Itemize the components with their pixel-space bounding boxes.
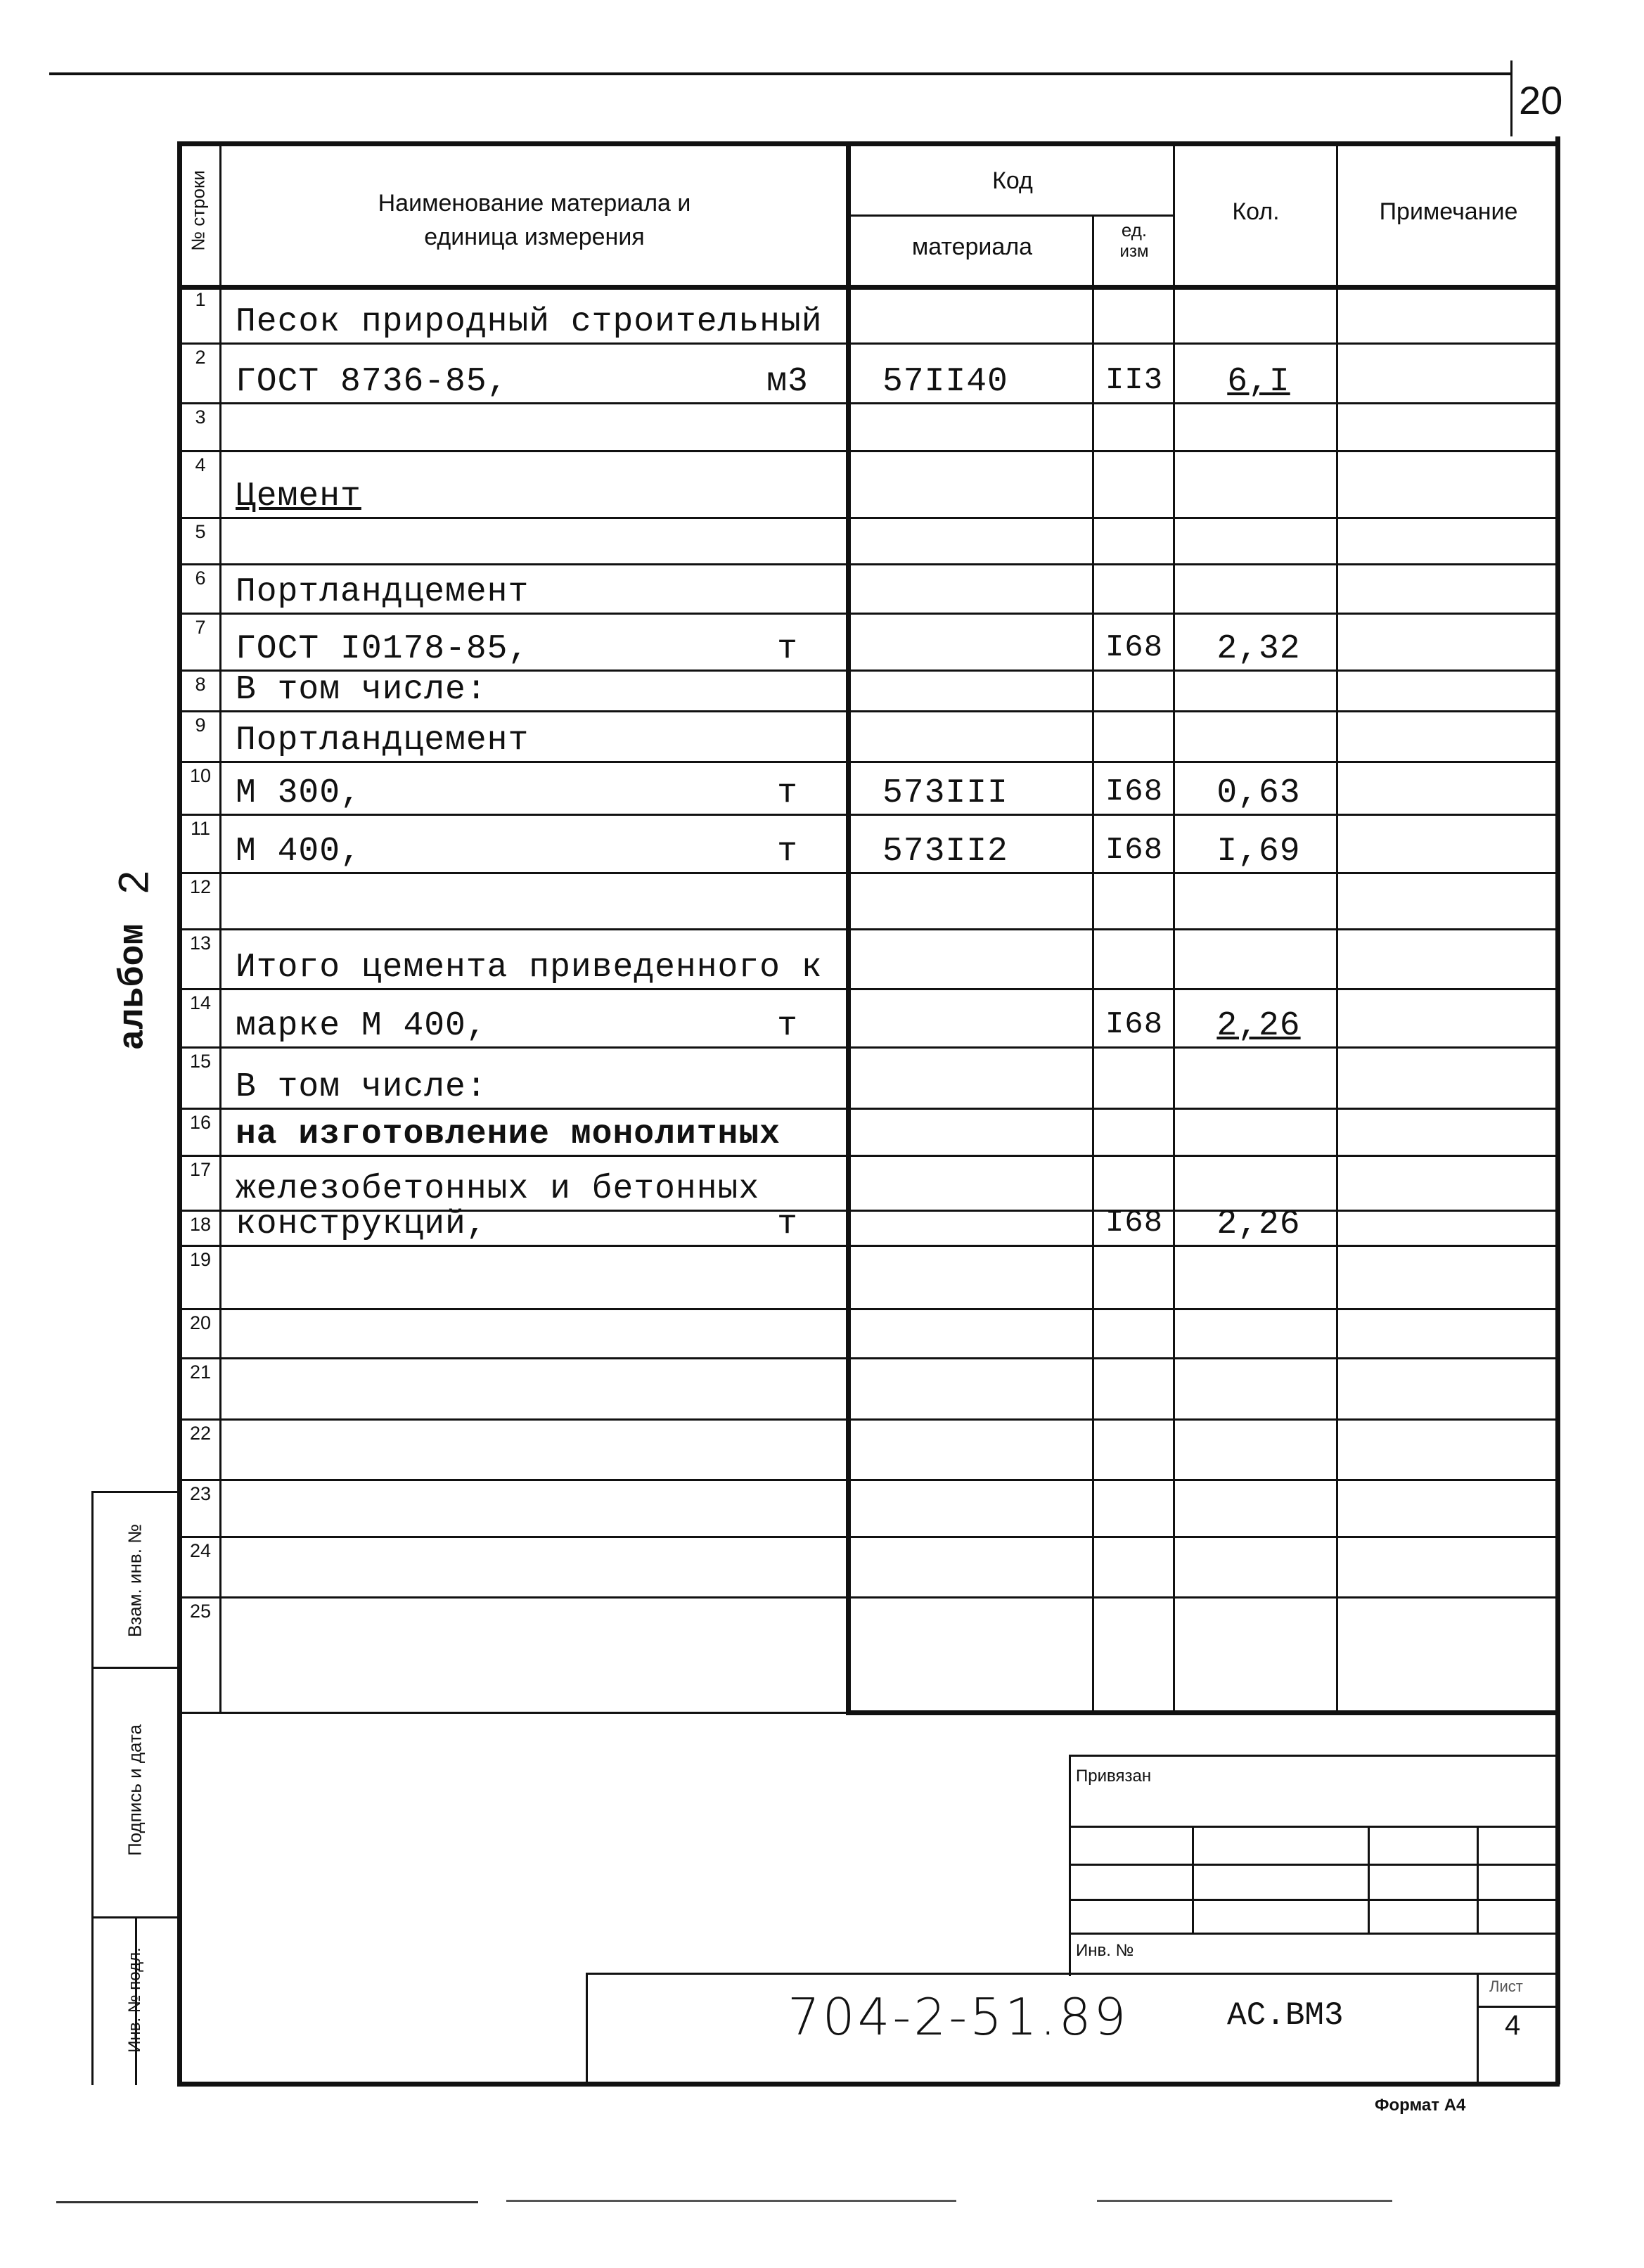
row-number: 11: [190, 818, 211, 839]
quantity: 2,32: [1216, 630, 1301, 668]
material-name: М 400,: [236, 833, 361, 871]
row-divider: [177, 563, 1555, 565]
bound-grid-4: [1069, 1933, 1558, 1935]
material-name: железобетонных и бетонных: [236, 1170, 760, 1208]
row-divider: [177, 814, 1555, 816]
row-divider: [177, 1046, 1555, 1049]
unit-code: I68: [1105, 1205, 1164, 1241]
row-number: 21: [189, 1362, 212, 1383]
row-number: 25: [189, 1601, 212, 1622]
album-label: альбом: [113, 923, 154, 1051]
row-divider: [177, 450, 1555, 452]
header-name-line1: Наименование материала и: [378, 190, 691, 217]
row-divider: [177, 1596, 1555, 1599]
row-divider: [177, 1155, 1555, 1157]
row-number: 1: [195, 289, 206, 310]
row-number: 2: [195, 347, 206, 368]
material-name: ГОСТ I0178-85,: [236, 630, 529, 668]
unit-code: II3: [1105, 363, 1164, 398]
bound-grid-3: [1069, 1899, 1558, 1901]
material-name: М 300,: [236, 774, 361, 812]
material-name: ГОСТ 8736-85,: [236, 363, 508, 401]
page-number: 20: [1519, 78, 1563, 122]
frame-top: [177, 141, 1560, 146]
row-number: 23: [189, 1483, 212, 1504]
row-number: 12: [189, 876, 212, 897]
quantity: 6,I: [1227, 363, 1290, 401]
code-subheader-rule: [851, 214, 1174, 217]
main-title-top: [586, 1973, 1558, 1975]
sheet-number: 4: [1505, 2010, 1521, 2041]
bound-grid-1: [1069, 1826, 1558, 1828]
main-title-left: [586, 1973, 588, 2085]
bound-label: Привязан: [1076, 1767, 1152, 1786]
quantity: 2,26: [1216, 1205, 1301, 1243]
row-divider: [177, 1418, 1555, 1421]
row-divider: [177, 1308, 1555, 1310]
unit-code: I68: [1105, 833, 1164, 868]
quantity: 2,26: [1216, 1007, 1301, 1045]
row-divider: [177, 1479, 1555, 1481]
row-number: 14: [189, 992, 212, 1013]
row-number: 9: [195, 715, 206, 736]
row-divider: [177, 710, 1555, 712]
material-name: Портландцемент: [236, 573, 529, 611]
sheet-label: Лист: [1489, 1978, 1523, 1995]
col-code-right: [1092, 214, 1094, 1714]
row-number: 16: [189, 1112, 212, 1133]
row-divider: [177, 1108, 1555, 1110]
row-number: 5: [195, 521, 206, 542]
row-number: 13: [189, 933, 212, 954]
header-qty: Кол.: [1232, 198, 1280, 225]
unit-name: т: [777, 833, 798, 871]
quantity: 0,63: [1216, 774, 1301, 812]
row-divider: [177, 517, 1555, 519]
document-code: 704-2-51.89: [788, 1987, 1129, 2046]
unit-name: т: [777, 774, 798, 812]
top-rule: [49, 72, 1512, 75]
header-unit-abbr-1: ед.: [1121, 219, 1148, 241]
unit-code: I68: [1105, 630, 1164, 665]
row-number: 18: [189, 1214, 212, 1235]
row-number: 17: [189, 1159, 212, 1180]
row-number: 19: [189, 1249, 212, 1270]
table-bottom-rule: [846, 1710, 1560, 1715]
stamp-signature-date: Подпись и дата: [124, 1724, 146, 1857]
header-code: Код: [992, 167, 1033, 194]
page-number-box-left: [1510, 60, 1513, 136]
header-name-line2: единица измерения: [424, 224, 645, 250]
bottom-rule-2: [506, 2200, 956, 2202]
material-name: Итого цемента приведенного к: [236, 949, 823, 987]
unit-name: т: [777, 1205, 798, 1243]
frame-left: [177, 144, 182, 2085]
material-code: 573III: [882, 774, 1008, 812]
album-number: 2: [110, 870, 158, 895]
bound-box-top: [1069, 1755, 1558, 1757]
row-divider: [177, 761, 1555, 763]
document-mark: АС.ВМ3: [1227, 1997, 1344, 2034]
unit-name: т: [777, 1007, 798, 1045]
row-number: 10: [189, 765, 212, 786]
row-number: 22: [189, 1423, 212, 1444]
stamp-inv-original: Инв. № подл.: [125, 1947, 144, 2053]
row-divider: [177, 613, 1555, 615]
row-divider: [177, 1536, 1555, 1538]
material-name: Песок природный строительный: [236, 303, 823, 341]
row-divider: [177, 928, 1555, 930]
stamp-col-left: [91, 1491, 94, 2085]
material-name: на изготовление монолитных: [236, 1115, 781, 1153]
bottom-rule-3: [1097, 2200, 1392, 2202]
row-divider: [177, 402, 1555, 404]
material-name: Портландцемент: [236, 722, 529, 760]
row-number: 15: [189, 1051, 212, 1072]
bound-grid-v2: [1368, 1826, 1370, 1933]
row-divider: [177, 872, 1555, 874]
material-name: конструкций,: [236, 1205, 487, 1243]
frame-right: [1555, 136, 1560, 2084]
row-number: 6: [195, 568, 206, 589]
header-row-no: № строки: [187, 170, 209, 251]
bound-grid-2: [1069, 1864, 1558, 1866]
row-divider: [177, 1357, 1555, 1359]
row-number: 20: [189, 1312, 212, 1333]
bottom-rule: [56, 2201, 478, 2203]
row-divider: [177, 988, 1555, 990]
unit-name: т: [777, 630, 798, 668]
material-name: В том числе:: [236, 671, 487, 709]
sheet-cell-left: [1477, 1973, 1479, 2085]
inv-no-label: Инв. №: [1076, 1941, 1134, 1960]
row-number: 7: [195, 617, 206, 638]
header-material: материала: [911, 233, 1033, 260]
row-number: 3: [195, 406, 206, 428]
material-name: Цемент: [236, 478, 361, 515]
bound-grid-v1: [1192, 1826, 1194, 1933]
unit-name: м3: [766, 363, 809, 401]
material-code: 573II2: [882, 833, 1008, 871]
stamp-replaced: Взам. инв. №: [124, 1523, 146, 1638]
unit-code: I68: [1105, 774, 1164, 809]
header-note: Примечание: [1379, 198, 1518, 225]
material-code: 57II40: [882, 363, 1008, 401]
row-number: 8: [195, 674, 206, 695]
sheet-cell-mid: [1477, 2006, 1558, 2008]
row-number: 24: [189, 1540, 212, 1561]
header-unit-abbr-2: изм: [1119, 242, 1149, 261]
header-bottom-rule: [177, 285, 1560, 290]
row-number: 4: [195, 454, 206, 475]
unit-code: I68: [1105, 1007, 1164, 1042]
row-divider: [177, 342, 1555, 345]
bound-grid-v3: [1477, 1826, 1479, 1933]
form-label: Формат А4: [1375, 2096, 1466, 2115]
frame-bottom: [177, 2082, 1560, 2087]
material-name: В том числе:: [236, 1068, 487, 1106]
row-divider: [177, 1245, 1555, 1247]
table-bottom-rule-left: [177, 1712, 846, 1714]
quantity: I,69: [1216, 833, 1301, 871]
material-name: марке М 400,: [236, 1007, 487, 1045]
